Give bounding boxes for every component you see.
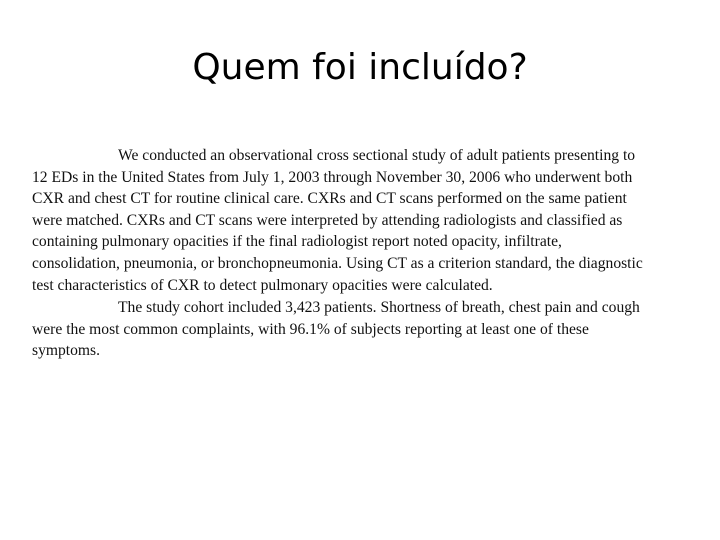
text-line: containing pulmonary opacities if the final radiologist report noted opacity, infiltrate, (32, 233, 562, 251)
slide-title: Quem foi incluído? (192, 47, 528, 88)
text-line: consolidation, pneumonia, or bronchopneumonia. Using CT as a criterion standard, the diagnostic (32, 254, 643, 272)
text-line: were the most common complaints, with 96.1% of subjects reporting at least one of these (32, 320, 589, 338)
scanned-text-excerpt (32, 145, 692, 362)
text-line: 12 EDs in the United States from July 1, 2003 through November 30, 2006 who underwent both (32, 168, 633, 186)
text-line: symptoms. (32, 342, 101, 360)
text-line: We conducted an observational cross sectional study of adult patients presenting to (118, 147, 636, 164)
text-line: were matched. CXRs and CT scans were interpreted by attending radiologists and classified as (32, 211, 623, 229)
text-line: test characteristics of CXR to detect pulmonary opacities were calculated. (32, 276, 493, 294)
text-line: The study cohort included 3,423 patients. Shortness of breath, chest pain and cough (118, 299, 640, 317)
paragraph-methods (32, 145, 692, 296)
paragraph-results (32, 297, 692, 362)
text-line: CXR and chest CT for routine clinical care. CXRs and CT scans performed on the same patient (32, 190, 627, 208)
